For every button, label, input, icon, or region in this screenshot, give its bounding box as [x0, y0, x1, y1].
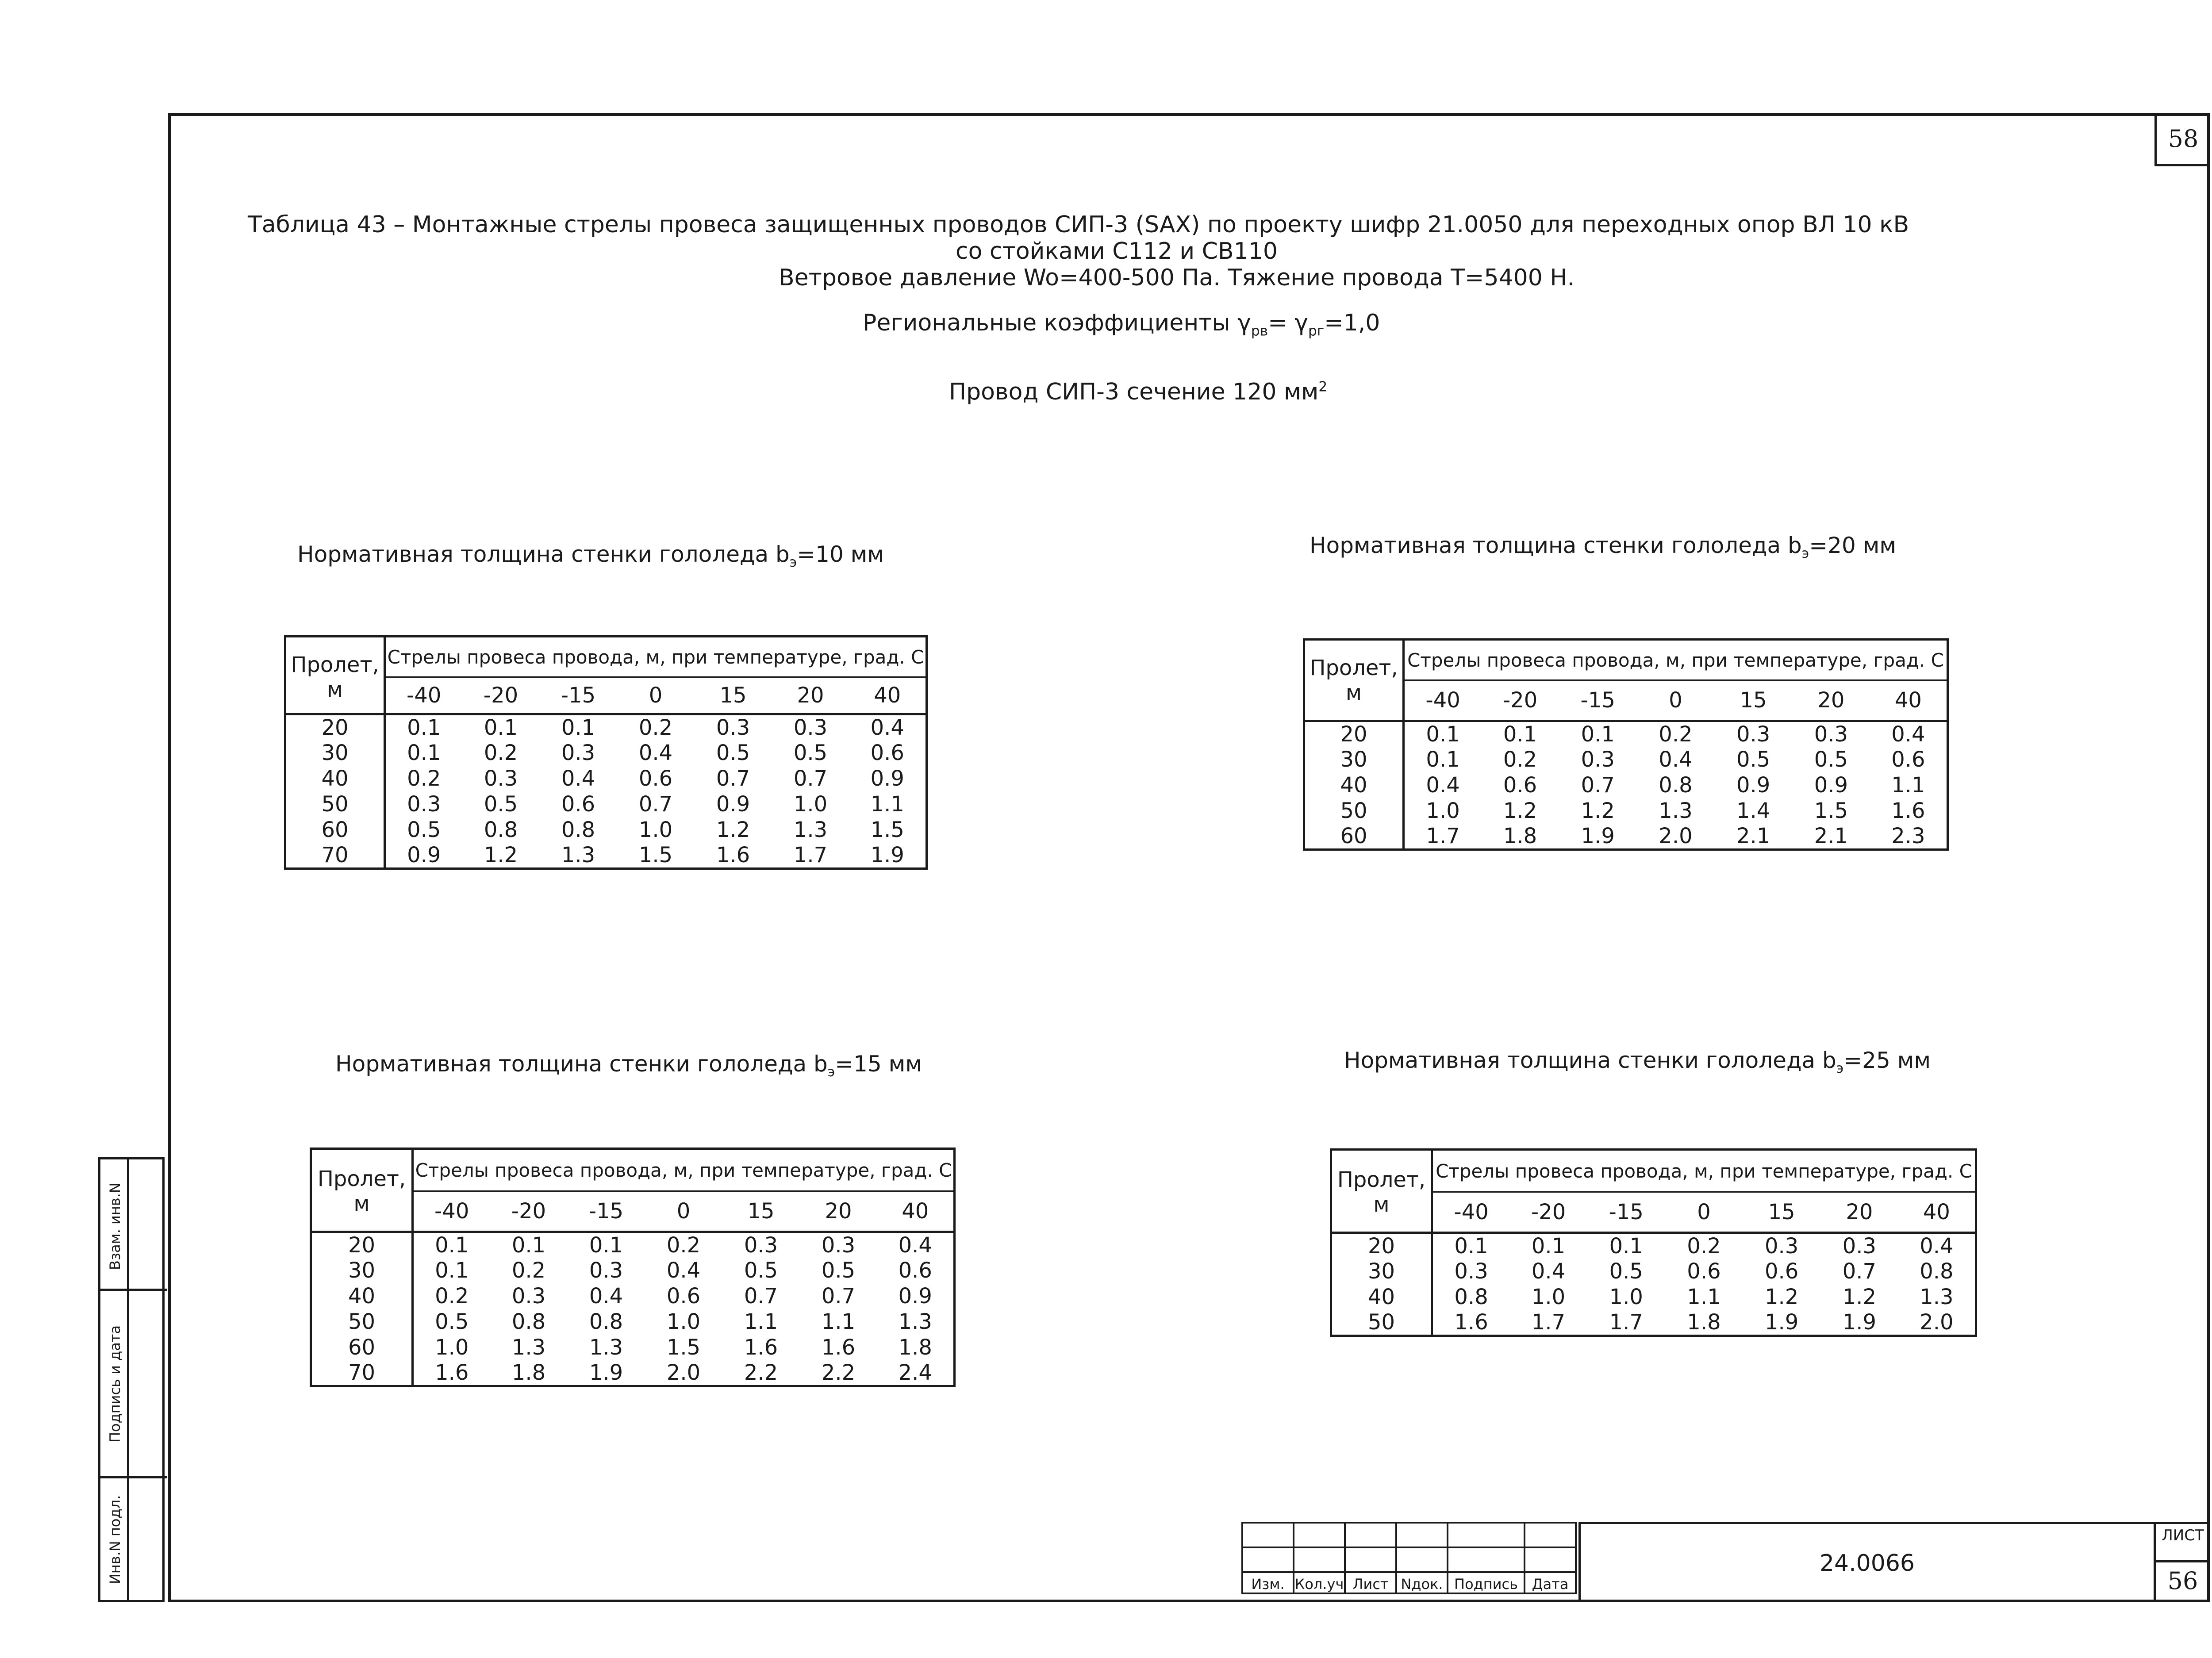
sag-value-cell: 0.4 — [898, 1233, 932, 1258]
sag-table-ice-10 — [284, 635, 928, 870]
table-row — [311, 1309, 955, 1335]
sag-value-cell: 0.5 — [407, 817, 441, 842]
approval-side-strip — [98, 1157, 165, 1602]
table-row — [311, 1335, 955, 1360]
table-row — [1331, 1233, 1976, 1259]
sag-value-cell: 0.9 — [1814, 773, 1848, 798]
sag-value-cell: 1.6 — [1891, 798, 1925, 823]
table-row — [1331, 1310, 1976, 1336]
stamp-column-label: Nдок. — [1396, 1572, 1448, 1593]
sag-value-cell: 0.8 — [484, 817, 518, 842]
sag-value-cell: 0.5 — [744, 1258, 778, 1283]
sag-value-cell: 0.1 — [1426, 722, 1460, 747]
sag-value-cell: 0.2 — [638, 715, 673, 740]
stamp-column-label: Лист — [1345, 1572, 1396, 1593]
sag-value-cell: 1.9 — [870, 843, 904, 867]
sag-value-cell: 1.9 — [1842, 1310, 1877, 1335]
sag-value-cell: 0.2 — [511, 1258, 546, 1283]
sag-value-cell: 1.6 — [744, 1335, 778, 1360]
span-unit: м — [311, 1191, 413, 1232]
sag-value-cell: 0.7 — [1842, 1259, 1877, 1284]
span-length-cell: 30 — [311, 1258, 413, 1283]
sag-value-cell: 1.3 — [1920, 1285, 1954, 1309]
sag-value-cell: 1.1 — [1687, 1285, 1721, 1309]
sag-group-header: Стрелы провеса провода, м, при температуре, град. С — [1432, 1150, 1976, 1192]
temperature-header: -40 — [1432, 1192, 1510, 1233]
sag-value-cell: 1.8 — [898, 1335, 932, 1360]
sag-value-cell: 0.8 — [1920, 1259, 1954, 1284]
sag-value-cell: 0.3 — [1581, 747, 1615, 772]
sag-value-cell: 0.4 — [589, 1284, 623, 1309]
sag-value-cell: 1.8 — [1503, 824, 1537, 848]
sag-value-cell: 1.5 — [638, 843, 673, 867]
sag-value-cell: 0.4 — [1531, 1259, 1566, 1284]
signature-date-label: Подпись и дата — [107, 1325, 123, 1443]
span-length-cell: 50 — [285, 791, 385, 817]
sag-value-cell: 1.6 — [821, 1335, 856, 1360]
sag-value-cell: 0.7 — [744, 1284, 778, 1309]
span-unit: м — [1331, 1192, 1432, 1233]
sag-value-cell: 0.6 — [1687, 1259, 1721, 1284]
sag-value-cell: 0.6 — [898, 1258, 932, 1283]
sag-value-cell: 0.4 — [638, 741, 673, 765]
wind-pressure-line: Ветровое давление Wo=400-500 Па. Тяжение провода Т=5400 Н. — [779, 265, 1575, 291]
sag-value-cell: 2.2 — [744, 1360, 778, 1385]
document-code: 24.0066 — [1578, 1522, 2154, 1602]
table-row — [1304, 747, 1948, 772]
side-divider — [100, 1289, 167, 1291]
table-row — [311, 1283, 955, 1309]
span-header: Пролет, — [1331, 1150, 1432, 1192]
temperature-header: -40 — [413, 1191, 490, 1232]
sag-value-cell: 0.4 — [870, 715, 904, 740]
stamp-column-label: Кол.уч — [1294, 1572, 1345, 1593]
sag-value-cell: 1.7 — [1426, 824, 1460, 848]
sag-value-cell: 0.6 — [1764, 1259, 1799, 1284]
sag-value-cell: 0.4 — [1659, 747, 1693, 772]
sag-value-cell: 0.1 — [1531, 1234, 1566, 1259]
caption-ice-20: Нормативная толщина стенки гололеда $b_э=20$ мм — [1310, 533, 1897, 561]
sag-value-cell: 1.1 — [870, 792, 904, 817]
sag-value-cell: 0.3 — [716, 715, 750, 740]
table-row — [1304, 772, 1948, 798]
sag-value-cell: 0.7 — [638, 792, 673, 817]
stamp-cell — [1242, 1547, 1294, 1572]
sag-value-cell: 0.8 — [1454, 1285, 1488, 1309]
stamp-cell — [1396, 1547, 1448, 1572]
temperature-header: -15 — [1587, 1192, 1665, 1233]
sag-value-cell: 0.3 — [589, 1258, 623, 1283]
stamp-cell — [1345, 1547, 1396, 1572]
span-length-cell: 50 — [1304, 798, 1404, 824]
sag-value-cell: 1.2 — [484, 843, 518, 867]
temperature-header: -15 — [568, 1191, 645, 1232]
sag-value-cell: 0.2 — [435, 1284, 469, 1309]
sag-value-cell: 0.3 — [1842, 1234, 1877, 1259]
page-number: 58 — [2154, 113, 2210, 166]
sag-value-cell: 1.5 — [666, 1335, 701, 1360]
sag-value-cell: 1.9 — [1581, 824, 1615, 848]
span-length-cell: 60 — [285, 817, 385, 843]
sag-value-cell: 1.3 — [1659, 798, 1693, 823]
caption-ice-25: Нормативная толщина стенки гололеда $b_э=25$ мм — [1344, 1048, 1931, 1076]
stamp-cell — [1294, 1523, 1345, 1547]
stamp-cell — [1294, 1547, 1345, 1572]
sag-value-cell: 0.3 — [511, 1284, 546, 1309]
sag-value-cell: 1.2 — [1764, 1285, 1799, 1309]
span-length-cell: 20 — [311, 1232, 413, 1258]
sag-group-header: Стрелы провеса провода, м, при температуре, град. С — [413, 1149, 955, 1191]
table-row — [1304, 798, 1948, 824]
span-length-cell: 40 — [311, 1283, 413, 1309]
sag-value-cell: 1.9 — [1764, 1310, 1799, 1335]
caption-ice-10: Нормативная толщина стенки гололеда $b_э=10$ мм — [297, 541, 884, 570]
span-header: Пролет, — [311, 1149, 413, 1191]
revision-grid — [1241, 1522, 1577, 1594]
sag-value-cell: 0.6 — [870, 741, 904, 765]
side-divider — [100, 1476, 167, 1478]
sag-value-cell: 0.3 — [484, 766, 518, 791]
sag-table-ice-25 — [1330, 1148, 1977, 1337]
sag-value-cell: 1.1 — [1891, 773, 1925, 798]
sag-value-cell: 0.4 — [1426, 773, 1460, 798]
temperature-header: 0 — [617, 677, 695, 714]
table-row — [285, 740, 927, 766]
temperature-header: -15 — [1559, 680, 1637, 721]
sag-value-cell: 0.9 — [1736, 773, 1770, 798]
sag-value-cell: 0.6 — [561, 792, 595, 817]
sag-value-cell: 1.1 — [744, 1309, 778, 1334]
sag-value-cell: 1.8 — [1687, 1310, 1721, 1335]
sag-value-cell: 0.8 — [561, 817, 595, 842]
sag-value-cell: 2.3 — [1891, 824, 1925, 848]
sag-value-cell: 0.3 — [744, 1233, 778, 1258]
sag-value-cell: 2.1 — [1814, 824, 1848, 848]
caption-ice-15: Нормативная толщина стенки гололеда $b_э=15$ мм — [335, 1051, 922, 1080]
regional-coefficients-line: Региональные коэффициенты $\gamma_{рв}= \gamma_{рг}=1,0$ — [863, 310, 1380, 339]
sag-value-cell: 0.1 — [407, 715, 441, 740]
sag-value-cell: 1.3 — [561, 843, 595, 867]
sag-value-cell: 1.9 — [589, 1360, 623, 1385]
sag-value-cell: 0.7 — [1581, 773, 1615, 798]
sag-value-cell: 1.3 — [589, 1335, 623, 1360]
sag-value-cell: 1.3 — [793, 817, 828, 842]
sag-value-cell: 2.0 — [1920, 1310, 1954, 1335]
sag-value-cell: 0.4 — [1891, 722, 1925, 747]
sag-value-cell: 0.3 — [561, 741, 595, 765]
sheet-number: 56 — [2156, 1560, 2210, 1595]
sag-table-ice-20 — [1303, 638, 1949, 851]
temperature-header: 0 — [1665, 1192, 1743, 1233]
sag-value-cell: 2.4 — [898, 1360, 932, 1385]
sag-value-cell: 0.3 — [1764, 1234, 1799, 1259]
temperature-header: 40 — [849, 677, 927, 714]
sag-value-cell: 0.5 — [1736, 747, 1770, 772]
span-length-cell: 30 — [1304, 747, 1404, 772]
sag-value-cell: 1.5 — [870, 817, 904, 842]
sag-value-cell: 0.2 — [407, 766, 441, 791]
sag-value-cell: 0.8 — [511, 1309, 546, 1334]
temperature-header: 0 — [645, 1191, 722, 1232]
temperature-header: 20 — [800, 1191, 877, 1232]
sag-value-cell: 0.9 — [870, 766, 904, 791]
stamp-column-label: Дата — [1525, 1572, 1576, 1593]
span-length-cell: 20 — [1304, 721, 1404, 747]
table-row — [1331, 1284, 1976, 1310]
sheet-label: ЛИСТ — [2162, 1527, 2204, 1544]
sag-value-cell: 0.7 — [821, 1284, 856, 1309]
sag-value-cell: 2.1 — [1736, 824, 1770, 848]
span-length-cell: 60 — [311, 1335, 413, 1360]
sag-value-cell: 1.7 — [1531, 1310, 1566, 1335]
wire-section-line: Провод СИП-3 сечение 120 $мм^2$ — [949, 379, 1328, 405]
table-row — [285, 766, 927, 791]
temperature-header: 40 — [1898, 1192, 1976, 1233]
table-row — [1331, 1259, 1976, 1284]
temperature-header: -40 — [385, 677, 462, 714]
temperature-header: 15 — [1743, 1192, 1820, 1233]
sag-value-cell: 0.1 — [511, 1233, 546, 1258]
stamp-cell — [1242, 1523, 1294, 1547]
replacement-inventory-label: Взам. инв.N — [107, 1182, 123, 1270]
table-title: Таблица 43 – Монтажные стрелы провеса защищенных проводов СИП-3 (SAX) по проекту шифр 21.0050 для переходных опор ВЛ 10 кВ — [248, 211, 1909, 238]
sag-value-cell: 1.2 — [716, 817, 750, 842]
span-length-cell: 50 — [1331, 1310, 1432, 1336]
sag-value-cell: 1.0 — [1426, 798, 1460, 823]
sag-value-cell: 2.0 — [1659, 824, 1693, 848]
sag-value-cell: 0.3 — [407, 792, 441, 817]
sag-value-cell: 0.1 — [561, 715, 595, 740]
span-unit: м — [285, 677, 385, 714]
sag-value-cell: 0.6 — [1891, 747, 1925, 772]
sag-value-cell: 0.1 — [435, 1233, 469, 1258]
sag-value-cell: 0.5 — [484, 792, 518, 817]
sag-value-cell: 2.2 — [821, 1360, 856, 1385]
sag-value-cell: 0.3 — [821, 1233, 856, 1258]
sag-value-cell: 0.5 — [435, 1309, 469, 1334]
sag-value-cell: 1.4 — [1736, 798, 1770, 823]
sag-value-cell: 0.1 — [589, 1233, 623, 1258]
sag-table-ice-15 — [310, 1148, 956, 1387]
sag-value-cell: 1.6 — [1454, 1310, 1488, 1335]
table-row — [1304, 721, 1948, 747]
stamp-cell — [1448, 1547, 1525, 1572]
temperature-header: -20 — [1509, 1192, 1587, 1233]
table-row — [285, 714, 927, 741]
temperature-header: 15 — [722, 1191, 800, 1232]
sag-value-cell: 0.4 — [561, 766, 595, 791]
sag-value-cell: 0.5 — [716, 741, 750, 765]
sag-value-cell: 0.8 — [589, 1309, 623, 1334]
sag-value-cell: 0.2 — [1659, 722, 1693, 747]
table-row — [285, 791, 927, 817]
sag-value-cell: 1.6 — [435, 1360, 469, 1385]
sag-value-cell: 0.2 — [484, 741, 518, 765]
sag-value-cell: 0.9 — [716, 792, 750, 817]
sag-value-cell: 1.7 — [793, 843, 828, 867]
table-row — [1304, 824, 1948, 850]
span-header: Пролет, — [1304, 640, 1404, 680]
temperature-header: -20 — [1481, 680, 1559, 721]
stamp-column-label: Изм. — [1242, 1572, 1294, 1593]
span-header: Пролет, — [285, 637, 385, 677]
table-row — [285, 843, 927, 869]
stamp-cell — [1525, 1523, 1576, 1547]
stamp-cell — [1345, 1523, 1396, 1547]
temperature-header: 15 — [695, 677, 772, 714]
table-row — [285, 817, 927, 843]
sag-value-cell: 0.2 — [666, 1233, 701, 1258]
sag-value-cell: 0.9 — [407, 843, 441, 867]
temperature-header: -15 — [540, 677, 617, 714]
stamp-column-label: Подпись — [1448, 1572, 1525, 1593]
sag-value-cell: 1.7 — [1609, 1310, 1643, 1335]
sag-value-cell: 0.3 — [1814, 722, 1848, 747]
sag-value-cell: 1.2 — [1581, 798, 1615, 823]
temperature-header: 40 — [1870, 680, 1948, 721]
temperature-header: 15 — [1714, 680, 1792, 721]
sag-value-cell: 0.3 — [1736, 722, 1770, 747]
sag-value-cell: 0.1 — [1454, 1234, 1488, 1259]
sag-value-cell: 0.4 — [666, 1258, 701, 1283]
sag-value-cell: 1.3 — [511, 1335, 546, 1360]
sag-value-cell: 0.6 — [666, 1284, 701, 1309]
stamp-cell — [1448, 1523, 1525, 1547]
temperature-header: -40 — [1404, 680, 1482, 721]
table-row — [311, 1232, 955, 1258]
sag-value-cell: 0.3 — [1454, 1259, 1488, 1284]
sag-value-cell: 0.5 — [821, 1258, 856, 1283]
sag-value-cell: 0.1 — [1426, 747, 1460, 772]
span-length-cell: 70 — [311, 1360, 413, 1386]
title-line-2: со стойками С112 и СВ110 — [956, 238, 1278, 265]
sag-group-header: Стрелы провеса провода, м, при температуре, град. С — [385, 637, 927, 677]
sag-value-cell: 1.6 — [716, 843, 750, 867]
sag-value-cell: 0.6 — [1503, 773, 1537, 798]
sag-value-cell: 1.0 — [1531, 1285, 1566, 1309]
stamp-cell — [1396, 1523, 1448, 1547]
sag-value-cell: 1.8 — [511, 1360, 546, 1385]
span-length-cell: 40 — [285, 766, 385, 791]
span-length-cell: 30 — [285, 740, 385, 766]
sag-value-cell: 0.4 — [1920, 1234, 1954, 1259]
sag-group-header: Стрелы провеса провода, м, при температуре, град. С — [1404, 640, 1948, 680]
sag-value-cell: 1.3 — [898, 1309, 932, 1334]
sag-value-cell: 1.1 — [821, 1309, 856, 1334]
sag-value-cell: 1.0 — [793, 792, 828, 817]
temperature-header: 40 — [877, 1191, 955, 1232]
sag-value-cell: 0.5 — [1814, 747, 1848, 772]
span-length-cell: 40 — [1304, 772, 1404, 798]
sheet-box — [2154, 1522, 2210, 1602]
sag-value-cell: 0.3 — [793, 715, 828, 740]
sag-value-cell: 1.0 — [1609, 1285, 1643, 1309]
sag-value-cell: 0.1 — [1609, 1234, 1643, 1259]
sag-value-cell: 0.7 — [716, 766, 750, 791]
sag-value-cell: 0.1 — [1503, 722, 1537, 747]
temperature-header: 20 — [772, 677, 849, 714]
sag-value-cell: 0.1 — [407, 741, 441, 765]
span-length-cell: 20 — [285, 714, 385, 741]
table-row — [311, 1258, 955, 1283]
sag-value-cell: 0.1 — [484, 715, 518, 740]
sag-value-cell: 1.0 — [666, 1309, 701, 1334]
sag-value-cell: 1.5 — [1814, 798, 1848, 823]
sag-value-cell: 0.1 — [1581, 722, 1615, 747]
sag-value-cell: 0.5 — [793, 741, 828, 765]
sag-value-cell: 2.0 — [666, 1360, 701, 1385]
span-length-cell: 40 — [1331, 1284, 1432, 1310]
temperature-header: -20 — [490, 1191, 568, 1232]
temperature-header: 20 — [1792, 680, 1870, 721]
sag-value-cell: 0.1 — [435, 1258, 469, 1283]
sag-value-cell: 0.2 — [1687, 1234, 1721, 1259]
sag-value-cell: 0.5 — [1609, 1259, 1643, 1284]
span-unit: м — [1304, 680, 1404, 721]
table-row — [311, 1360, 955, 1386]
sag-value-cell: 0.8 — [1659, 773, 1693, 798]
span-length-cell: 70 — [285, 843, 385, 869]
original-inventory-label: Инв.N подл. — [107, 1495, 123, 1584]
temperature-header: 0 — [1637, 680, 1715, 721]
sag-value-cell: 0.7 — [793, 766, 828, 791]
temperature-header: -20 — [462, 677, 540, 714]
sag-value-cell: 0.6 — [638, 766, 673, 791]
span-length-cell: 60 — [1304, 824, 1404, 850]
stamp-cell — [1525, 1547, 1576, 1572]
sag-value-cell: 0.9 — [898, 1284, 932, 1309]
sag-value-cell: 1.0 — [435, 1335, 469, 1360]
sag-value-cell: 1.2 — [1842, 1285, 1877, 1309]
span-length-cell: 30 — [1331, 1259, 1432, 1284]
sag-value-cell: 1.0 — [638, 817, 673, 842]
span-length-cell: 20 — [1331, 1233, 1432, 1259]
sag-value-cell: 1.2 — [1503, 798, 1537, 823]
sag-value-cell: 0.2 — [1503, 747, 1537, 772]
temperature-header: 20 — [1820, 1192, 1898, 1233]
span-length-cell: 50 — [311, 1309, 413, 1335]
